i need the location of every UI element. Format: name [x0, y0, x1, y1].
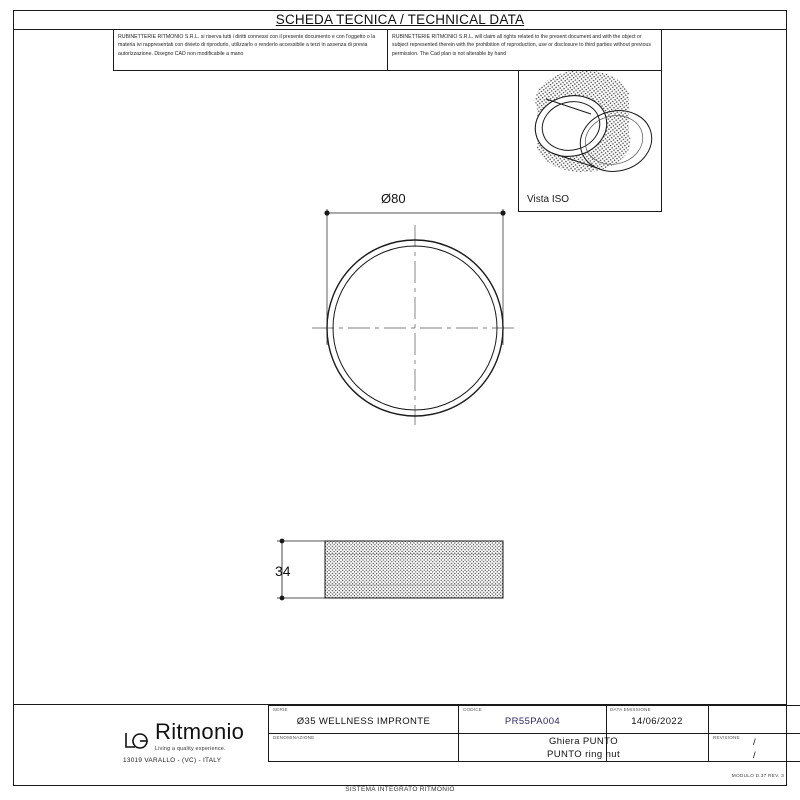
- module-revision-note: MODULO D.37 REV. 3: [731, 774, 784, 779]
- sheet-title: SCHEDA TECNICA / TECHNICAL DATA: [275, 12, 525, 27]
- legal-notice-block: [113, 30, 662, 71]
- field-codice-value: PR55PA004: [504, 716, 561, 727]
- height-dimension-label: 34: [275, 563, 291, 579]
- title-block: [13, 704, 787, 786]
- side-view-drawing: [255, 520, 530, 620]
- brand-name: Ritmonio: [155, 719, 245, 744]
- field-denominazione: [268, 733, 458, 761]
- field-denominazione-caption: DENOMINAZIONE: [273, 735, 315, 740]
- field-denominazione-values: [458, 733, 708, 761]
- field-codice-caption: CODICE: [463, 707, 483, 712]
- iso-view-box: [518, 71, 662, 212]
- logo-mark: [123, 730, 149, 752]
- top-view-drawing: [300, 195, 530, 425]
- footer-note: SISTEMA INTEGRATO RITMONIO: [345, 786, 455, 793]
- field-serie-value: Ø35 WELLNESS IMPRONTE: [296, 716, 431, 727]
- title-block-fields: [268, 705, 800, 762]
- field-revisione-2-value: /: [752, 750, 757, 761]
- brand-logo: [123, 719, 273, 752]
- company-address: 13019 VARALLO - (VC) - ITALY: [123, 757, 222, 764]
- field-revisione-caption: REVISIONE: [713, 735, 740, 740]
- sheet-title-bar: [13, 10, 787, 30]
- field-serie: [268, 705, 458, 733]
- legal-notice-italian: RUBINETTERIE RITMONIO S.R.L. si riserva tutti i diritti connessi con il presente documento e con l'oggetto o la materia ivi rappresentati con divieto di riprodurlo, utilizzarlo o renderlo accessibile a terzi in assenza di previa autorizzazione. Disegno CAD non modificabile a mano: [114, 30, 388, 70]
- field-revisione-value: /: [752, 737, 757, 748]
- field-codice: [458, 705, 606, 733]
- field-serie-caption: SERIE: [273, 707, 288, 712]
- field-data-emissione: [606, 705, 800, 733]
- iso-view-label: Vista ISO: [527, 194, 570, 205]
- field-denominazione-it-value: Ghiera PUNTO: [548, 736, 619, 747]
- legal-notice-english: RUBINETTERIE RITMONIO S.R.L. will claim all rights related to the present document and with the object or subject represented therein with the prohibition of reproduction, use or disclosure to third parties without previous permission. The Cad plan is not alterable by hand: [392, 34, 651, 57]
- field-data-caption: DATA EMISSIONE: [610, 707, 651, 712]
- iso-ring-illustration: [519, 71, 663, 191]
- field-revisione: [708, 733, 800, 761]
- field-denominazione-en-value: PUNTO ring nut: [546, 749, 620, 760]
- field-data-value: 14/06/2022: [631, 716, 683, 727]
- brand-tagline: Living a quality experience.: [155, 746, 226, 752]
- diameter-dimension-label: Ø80: [381, 191, 406, 206]
